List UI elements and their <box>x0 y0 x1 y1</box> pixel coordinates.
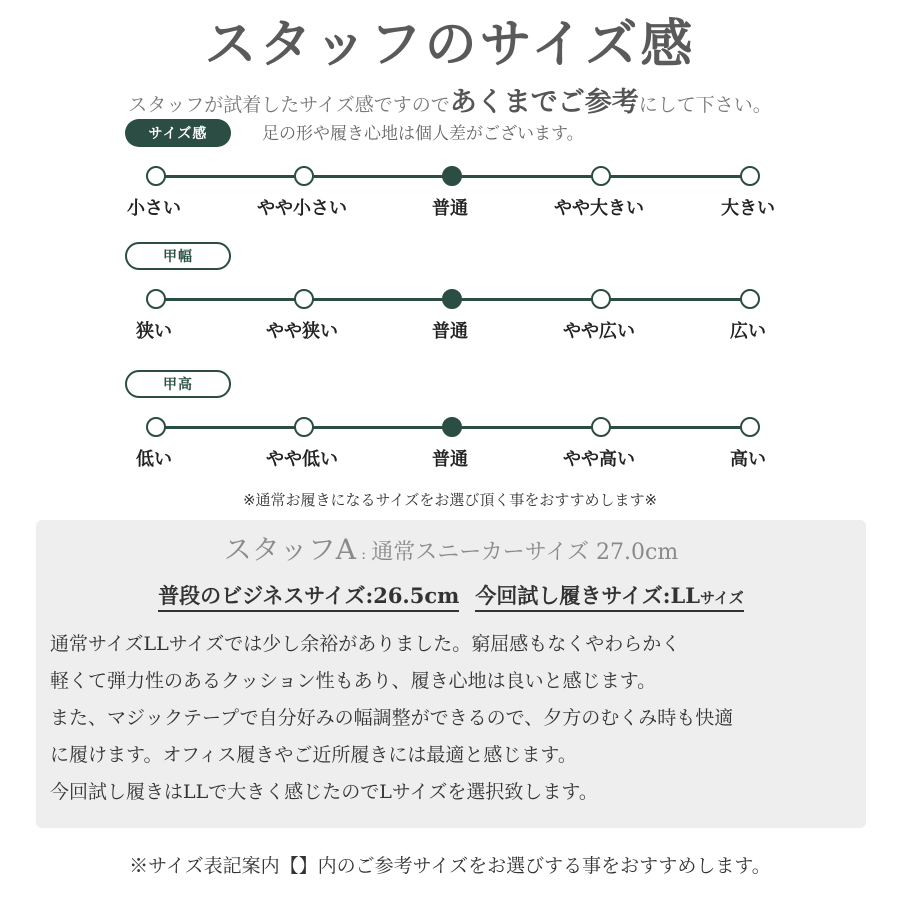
staff-separator: : <box>361 545 367 563</box>
comment-line: 通常サイズLLサイズでは少し余裕がありました。窮屈感もなくやわらかく <box>50 633 681 655</box>
page-title: スタッフのサイズ感 <box>204 14 696 75</box>
scale-option-label: 広い <box>730 321 766 342</box>
scale-label-instep-width: 甲幅 <box>125 242 231 270</box>
scale-option-label: 狭い <box>136 321 172 342</box>
scale-marker <box>294 289 314 309</box>
scale-option-label: やや広い <box>563 321 635 342</box>
staff-usual-size: 通常スニーカーサイズ 27.0cm <box>371 540 679 565</box>
scale-instep-width <box>0 289 900 349</box>
scale-option-label: やや狭い <box>266 321 338 342</box>
scale-option-label: 普通 <box>432 198 468 219</box>
trial-size-suffix: サイズ <box>699 589 744 607</box>
scale-marker-selected <box>442 417 462 437</box>
subtitle <box>0 80 900 119</box>
scale-marker <box>591 166 611 186</box>
individual-difference-note: 足の形や履き心地は個人差がございます。 <box>262 124 584 144</box>
comment-line: また、マジックテープで自分好みの幅調整ができるので、夕方のむくみ時も快適 <box>50 707 734 729</box>
scale-option-label: 小さい <box>127 198 181 219</box>
scale-marker <box>146 166 166 186</box>
scale-option-label: やや高い <box>563 449 635 470</box>
size-guide-note: ※サイズ表記案内【】内のご参考サイズをお選びする事をおすすめします。 <box>129 855 771 877</box>
scale-label-instep-height: 甲高 <box>125 370 231 398</box>
staff-name: スタッフA <box>223 533 356 566</box>
scale-option-label: 大きい <box>721 198 775 219</box>
scale-marker <box>294 166 314 186</box>
trial-size-main: 今回試し履きサイズ:LL <box>475 583 700 608</box>
scale-marker <box>146 289 166 309</box>
scale-option-label: 普通 <box>432 321 468 342</box>
scale-marker <box>591 289 611 309</box>
staff-comments <box>50 626 860 811</box>
scale-option-label: やや小さい <box>257 198 347 219</box>
scale-marker <box>591 417 611 437</box>
scale-marker-selected <box>442 166 462 186</box>
recommend-footnote: ※通常お履きになるサイズをお選び頂く事をおすすめします※ <box>242 491 658 509</box>
comment-line: 軽くて弾力性のあるクッション性もあり、履き心地は良いと感じます。 <box>50 670 657 692</box>
scale-marker <box>294 417 314 437</box>
scale-option-label: やや低い <box>266 449 338 470</box>
scale-size-feel <box>0 166 900 226</box>
scale-option-label: やや大きい <box>554 198 644 219</box>
scale-marker-selected <box>442 289 462 309</box>
subtitle-emphasis: あくまでご参考 <box>449 87 639 118</box>
business-size: 普段のビジネスサイズ:26.5cm <box>158 583 459 612</box>
scale-label-size-feel: サイズ感 <box>125 119 231 147</box>
subtitle-pre: スタッフが試着したサイズ感ですので <box>128 94 450 116</box>
staff-header <box>36 528 866 568</box>
staff-review-panel <box>36 520 866 828</box>
comment-line: 今回試し履きはLLで大きく感じたのでLサイズを選択致します。 <box>50 781 598 803</box>
comment-line: に履けます。オフィス履きやご近所履きには最適と感じます。 <box>50 744 577 766</box>
subtitle-post: にして下さい。 <box>638 94 772 116</box>
trial-size <box>475 583 743 612</box>
scale-option-label: 高い <box>730 449 766 470</box>
scale-marker <box>146 417 166 437</box>
scale-instep-height <box>0 417 900 477</box>
scale-marker <box>740 289 760 309</box>
scale-marker <box>740 417 760 437</box>
scale-option-label: 低い <box>136 449 172 470</box>
scale-option-label: 普通 <box>432 449 468 470</box>
staff-sizes <box>36 580 866 610</box>
scale-marker <box>740 166 760 186</box>
